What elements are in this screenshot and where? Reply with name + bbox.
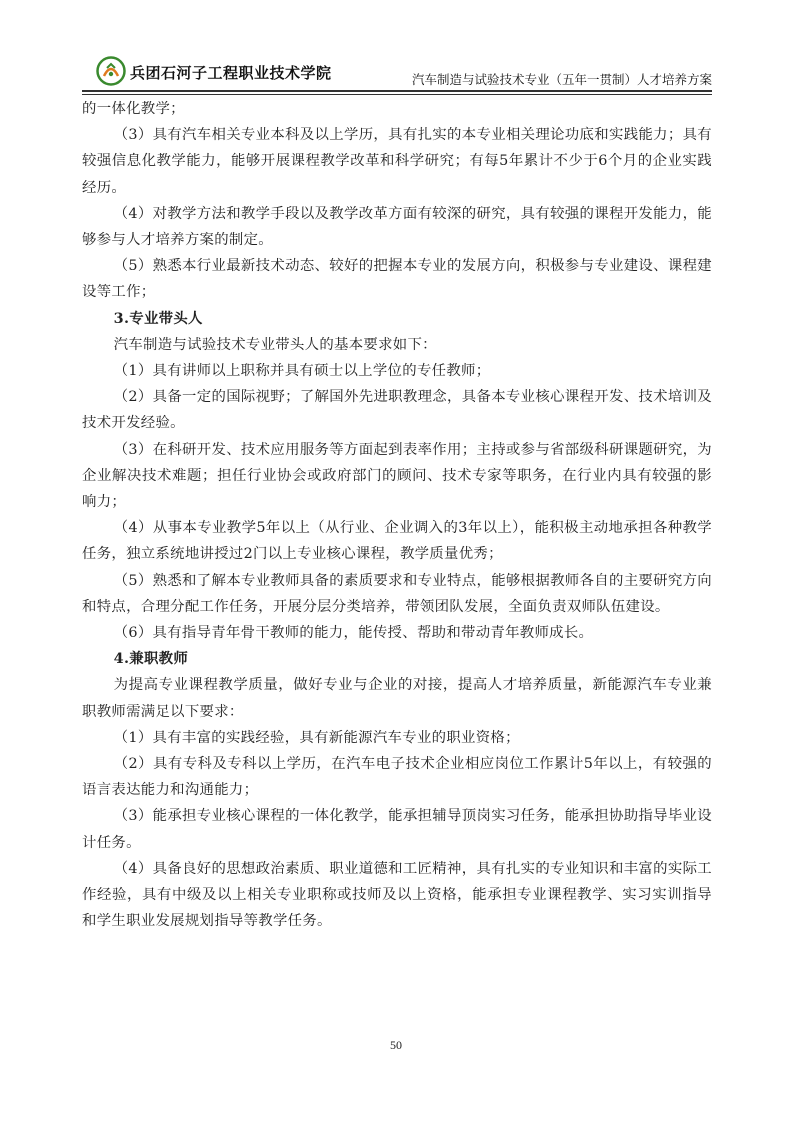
paragraph: 的一体化教学； [82, 101, 185, 117]
paragraph: 为提高专业课程教学质量，做好专业与企业的对接，提高人才培养质量，新能源汽车专业兼职教师需满足以下要求： [82, 677, 712, 720]
paragraph: （3）能承担专业核心课程的一体化教学，能承担辅导顶岗实习任务，能承担协助指导毕业设计任务。 [82, 808, 712, 851]
paragraph: （2）具有专科及专科以上学历，在汽车电子技术企业相应岗位工作累计5年以上，有较强的语言表达能力和沟通能力； [82, 756, 712, 799]
paragraph: （5）熟悉和了解本专业教师具备的素质要求和专业特点，能够根据教师各自的主要研究方向和特点，合理分配工作任务，开展分层分类培养，带领团队发展，全面负责双师队伍建设。 [82, 572, 712, 615]
paragraph: （2）具备一定的国际视野；了解国外先进职教理念，具备本专业核心课程开发、技术培训及技术开发经验。 [82, 389, 712, 432]
page-number: 50 [390, 1038, 402, 1052]
header-rule-thick [82, 90, 712, 92]
section-heading: 4.兼职教师 [113, 650, 189, 668]
paragraph: （3）具有汽车相关专业本科及以上学历，具有扎实的本专业相关理论功底和实践能力；具有较强信息化教学能力，能够开展课程教学改革和科学研究；有每5年累计不少于6个月的企业实践经历。 [82, 127, 712, 196]
paragraph: （5）熟悉本行业最新技术动态、较好的把握本专业的发展方向，积极参与专业建设、课程建设等工作； [82, 258, 712, 301]
paragraph: （6）具有指导青年骨干教师的能力，能传授、帮助和带动青年教师成长。 [113, 625, 594, 642]
page-header [82, 52, 712, 92]
page-body [82, 96, 712, 935]
paragraph: （1）具有丰富的实践经验，具有新能源汽车专业的职业资格； [113, 729, 520, 746]
paragraph: （4）对教学方法和教学手段以及教学改革方面有较深的研究，具有较强的课程开发能力，能够参与人才培养方案的制定。 [82, 205, 712, 249]
paragraph: （3）在科研开发、技术应用服务等方面起到表率作用；主持或参与省部级科研课题研究，为企业解决技术难题；担任行业协会或政府部门的顾问、技术专家等职务，在行业内具有较强的影响力； [82, 441, 712, 511]
school-logo-icon [96, 56, 126, 86]
paragraph: （1）具有讲师以上职称并具有硕士以上学位的专任教师； [113, 363, 491, 380]
paragraph: （4）从事本专业教学5年以上（从行业、企业调入的3年以上），能积极主动地承担各种教学任务，独立系统地讲授过2门以上专业核心课程，教学质量优秀； [82, 520, 712, 563]
header-rule-thin [82, 94, 712, 95]
school-name: 兵团石河子工程职业技术学院 [130, 64, 332, 82]
paragraph: 汽车制造与试验技术专业带头人的基本要求如下： [113, 336, 437, 353]
document-title: 汽车制造与试验技术专业（五年一贯制）人才培养方案 [411, 72, 712, 87]
paragraph: （4）具备良好的思想政治素质、职业道德和工匠精神，具有扎实的专业知识和丰富的实际工作经验，具有中级及以上相关专业职称或技师及以上资格，能承担专业课程教学、实习实训指导和学生职业发展规划指导等教学任务。 [82, 860, 712, 930]
section-heading: 3.专业带头人 [113, 309, 203, 327]
